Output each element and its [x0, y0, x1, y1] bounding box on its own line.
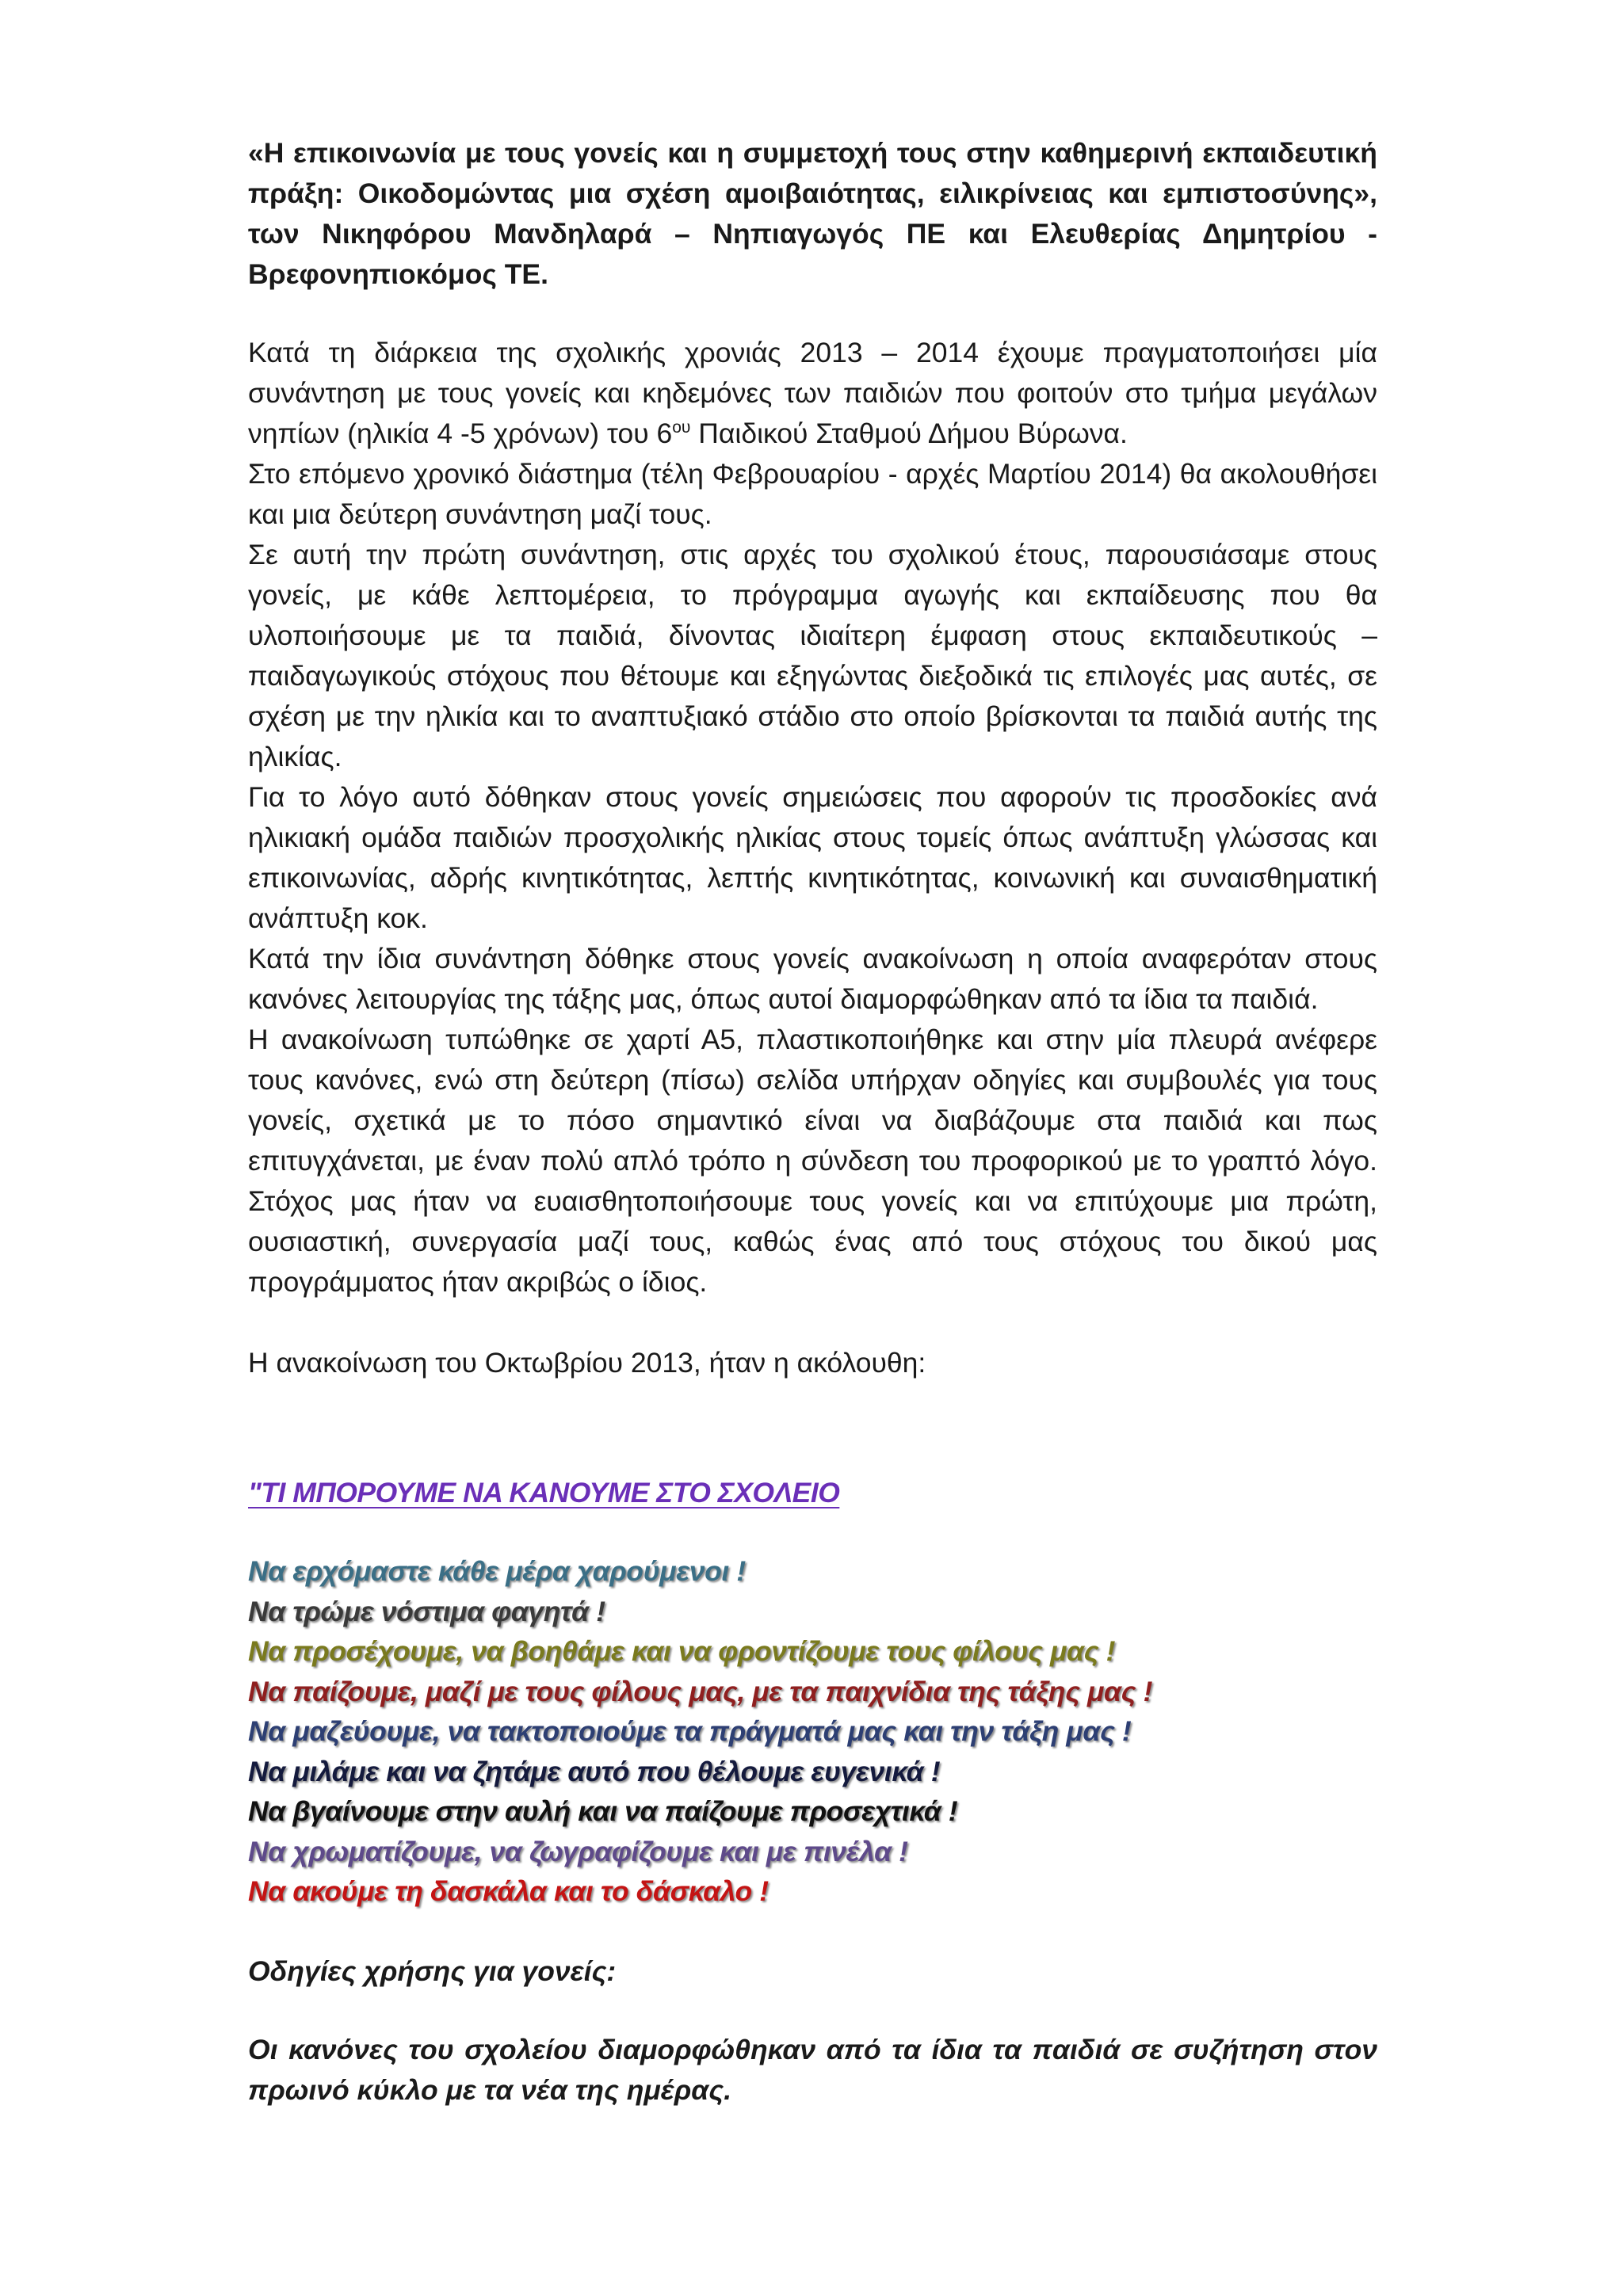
- intro-paragraph-1: [248, 333, 1377, 454]
- rule-item: Να παίζουμε, μαζί με τους φίλους μας, με τα παιχνίδια της τάξης μας !: [248, 1675, 1153, 1707]
- rule-item: Να ερχόμαστε κάθε μέρα χαρούμενοι !: [248, 1555, 746, 1587]
- rules-list: [248, 1551, 1377, 1912]
- intro-paragraph-3: Σε αυτή την πρώτη συνάντηση, στις αρχές του σχολικού έτους, παρουσιάσαμε στους γονείς, με κάθε λεπτομέρεια, το πρόγραμμα αγωγής και εκπαίδευσης που θα υλοποιήσουμε με τα παιδιά, δίνοντας ιδιαίτερη έμφαση στους εκπαιδευτικούς – παιδαγωγικούς στόχους που θέτουμε και εξηγώντας διεξοδικά τις επιλογές μας αυτές, σε σχέση με την ηλικία και το αναπτυξιακό στάδιο στο οποίο βρίσκονται τα παιδιά αυτής της ηλικίας.: [248, 539, 1377, 772]
- announcement-intro-line: Η ανακοίνωση του Οκτωβρίου 2013, ήταν η ακόλουθη:: [248, 1347, 926, 1379]
- rule-item: Να προσέχουμε, να βοηθάμε και να φροντίζουμε τους φίλους μας !: [248, 1635, 1115, 1667]
- intro-paragraph-2: Στο επόμενο χρονικό διάστημα (τέλη Φεβρουαρίου - αρχές Μαρτίου 2014) θα ακολουθήσει και μια δεύτερη συνάντηση μαζί τους.: [248, 458, 1377, 530]
- rule-item: Να μιλάμε και να ζητάμε αυτό που θέλουμε ευγενικά !: [248, 1755, 941, 1787]
- intro-paragraph-1-text: Κατά τη διάρκεια της σχολικής χρονιάς 2013 – 2014 έχουμε πραγματοποιήσει μία συνάντηση με τους γονείς και κηδεμόνες των παιδιών που φοιτούν στο τμήμα μεγάλων νηπίων (ηλικία 4 -5 χρόνων) του 6: [248, 337, 1377, 449]
- intro-section: [248, 333, 1377, 1302]
- rule-item: Να ακούμε τη δασκάλα και το δάσκαλο !: [248, 1875, 769, 1907]
- rule-item: Να τρώμε νόστιμα φαγητά !: [248, 1595, 605, 1627]
- ordinal-superscript: ου: [672, 418, 691, 437]
- intro-paragraph-1-tail: Παιδικού Σταθμού Δήμου Βύρωνα.: [690, 418, 1128, 449]
- rule-item: Να μαζεύουμε, να τακτοποιούμε τα πράγματά μας και την τάξη μας !: [248, 1715, 1132, 1747]
- intro-paragraph-6: Η ανακοίνωση τυπώθηκε σε χαρτί Α5, πλαστικοποιήθηκε και στην μία πλευρά ανέφερε τους κανόνες, ενώ στη δεύτερη (πίσω) σελίδα υπήρχαν οδηγίες και συμβουλές για τους γονείς, σχετικά με το πόσο σημαντικό είναι να διαβάζουμε στα παιδιά και πως επιτυγχάνεται, με έναν πολύ απλό τρόπο η σύνδεση του προφορικού με το γραπτό λόγο. Στόχος μας ήταν να ευαισθητοποιήσουμε τους γονείς και να επιτύχουμε μια πρώτη, ουσιαστική, συνεργασία μαζί τους, καθώς ένας από τους στόχους του δικού μας προγράμματος ήταν ακριβώς ο ίδιος.: [248, 1024, 1377, 1298]
- article-title: «Η επικοινωνία με τους γονείς και η συμμετοχή τους στην καθημερινή εκπαιδευτική πράξη: Οικοδομώντας μια σχέση αμοιβαιότητας, ειλικρίνειας και εμπιστοσύνης», των Νικηφόρου Μανδηλαρά – Νηπιαγωγός ΠΕ και Ελευθερίας Δημητρίου - Βρεφονηπιοκόμος ΤΕ.: [248, 137, 1377, 290]
- rule-item: Να χρωματίζουμε, να ζωγραφίζουμε και με πινέλα !: [248, 1835, 908, 1867]
- rules-heading: "ΤΙ ΜΠΟΡΟΥΜΕ ΝΑ ΚΑΝΟΥΜΕ ΣΤΟ ΣΧΟΛΕΙΟ: [248, 1477, 840, 1508]
- intro-paragraph-4: Για το λόγο αυτό δόθηκαν στους γονείς σημειώσεις που αφορούν τις προσδοκίες ανά ηλικιακή ομάδα παιδιών προσχολικής ηλικίας στους τομείς όπως ανάπτυξη γλώσσας και επικοινωνίας, αδρής κινητικότητας, λεπτής κινητικότητας, κοινωνική και συναισθηματική ανάπτυξη κοκ.: [248, 781, 1377, 934]
- intro-paragraph-5: Κατά την ίδια συνάντηση δόθηκε στους γονείς ανακοίνωση η οποία αναφερόταν στους κανόνες λειτουργίας της τάξης μας, όπως αυτοί διαμορφώθηκαν από τα ίδια τα παιδιά.: [248, 943, 1377, 1015]
- parent-guide-text: Οι κανόνες του σχολείου διαμορφώθηκαν από τα ίδια τα παιδιά σε συζήτηση στον πρωινό κύκλο με τα νέα της ημέρας.: [248, 2033, 1377, 2106]
- parent-guide-heading: Οδηγίες χρήσης για γονείς:: [248, 1955, 617, 1987]
- rule-item: Να βγαίνουμε στην αυλή και να παίζουμε προσεχτικά !: [248, 1795, 958, 1827]
